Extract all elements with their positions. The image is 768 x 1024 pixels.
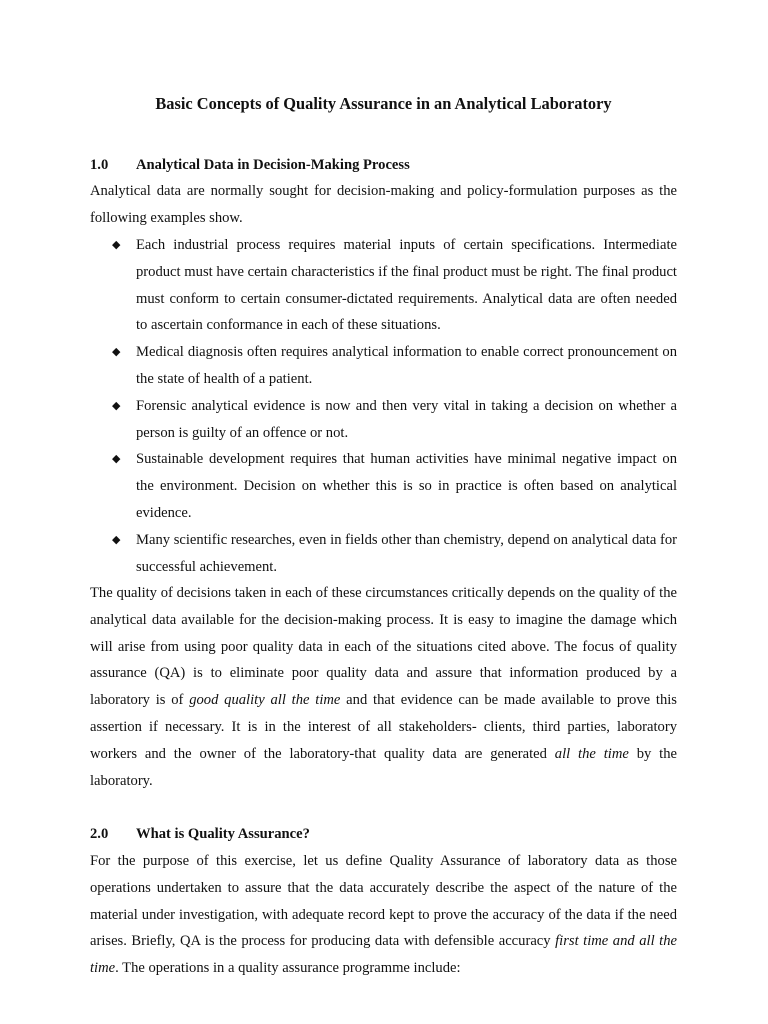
diamond-bullet-icon: ◆: [112, 346, 121, 359]
conclusion-emphasis-1: good quality all the time: [189, 692, 341, 709]
section-2-number: 2.0: [90, 826, 109, 842]
diamond-bullet-icon: ◆: [112, 453, 121, 466]
bullet-text: Each industrial process requires material inputs of certain specifications. Intermediate product must have certain characteristics if the final product must be right. The final product must conform to certain consumer-dictated requirements. Analytical data are often needed to ascertain conformance in each of these situations.: [136, 237, 677, 334]
examples-bullet-list: [90, 232, 677, 580]
diamond-bullet-icon: ◆: [112, 399, 121, 412]
section-1-number: 1.0: [90, 157, 109, 173]
section-2-text-2: . The operations in a quality assurance programme include:: [115, 960, 461, 977]
section-2-body: [90, 848, 677, 982]
section-1-conclusion: [90, 580, 677, 794]
section-1-heading: [90, 155, 410, 175]
section-2-heading: [90, 824, 310, 844]
document-title: Basic Concepts of Quality Assurance in an Analytical Laboratory: [155, 94, 612, 113]
conclusion-text-3: by the laboratory.: [90, 745, 677, 789]
section-1-intro: Analytical data are normally sought for decision-making and policy-formulation purposes as the following examples show.: [90, 183, 677, 226]
bullet-item: [90, 232, 677, 339]
section-2-text-1: For the purpose of this exercise, let us define Quality Assurance of laboratory data as those operations undertaken to assure that the data accurately describe the aspect of the nature of the material under investigation, with adequate record kept to prove the accuracy of the data if the need arises. Briefly, QA is the process for producing data with defensible accuracy: [90, 853, 677, 950]
diamond-bullet-icon: ◆: [112, 239, 121, 251]
bullet-text: Sustainable development requires that human activities have minimal negative impact on the environment. Decision on whether this is so in practice is often based on analytical evidence.: [136, 451, 677, 521]
section-2-emphasis: first time and all the time: [90, 933, 677, 977]
bullet-item: [90, 527, 677, 581]
conclusion-emphasis-2: all the time: [554, 745, 629, 762]
conclusion-text-2: and that evidence can be made available to prove this assertion if necessary. It is in the interest of all stakeholders- clients, third parties, laboratory workers and the owner of the laboratory-that quality data are generated: [90, 692, 677, 762]
conclusion-text-1: The quality of decisions taken in each of these circumstances critically depends on the quality of the analytical data available for the decision-making process. It is easy to imagine the damage which will arise from using poor quality data in each of the situations cited above. The focus of quality assurance (QA) is to eliminate poor quality data and assure that information produced by a laboratory is of: [90, 585, 677, 709]
section-1-title: Analytical Data in Decision-Making Process: [136, 157, 410, 173]
bullet-item: [90, 339, 677, 393]
section-2-title: What is Quality Assurance?: [136, 826, 310, 842]
bullet-item: [90, 446, 677, 526]
bullet-text: Many scientific researches, even in fields other than chemistry, depend on analytical data for successful achievement.: [136, 531, 677, 575]
bullet-text: Forensic analytical evidence is now and then very vital in taking a decision on whether a person is guilty of an offence or not.: [136, 397, 677, 441]
bullet-text: Medical diagnosis often requires analytical information to enable correct pronouncement on the state of health of a patient.: [136, 344, 677, 387]
diamond-bullet-icon: ◆: [112, 533, 121, 546]
bullet-item: [90, 393, 677, 447]
